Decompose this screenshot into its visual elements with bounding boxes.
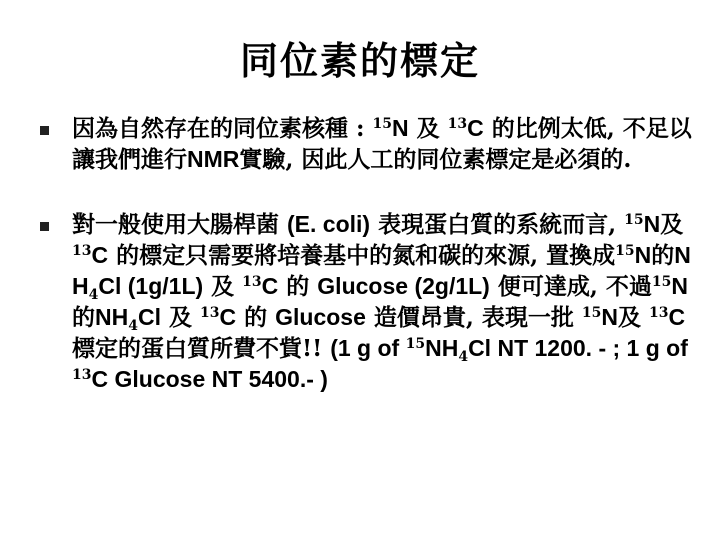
square-bullet-icon xyxy=(40,222,49,231)
text-run: 的 xyxy=(72,304,95,331)
text-run: 因為自然存在的同位素核種 : xyxy=(72,115,373,142)
text-run: 標定的蛋白質所費不貲!! xyxy=(72,335,331,362)
text-run: NMR xyxy=(187,146,240,172)
superscript-text: 13 xyxy=(242,274,262,290)
text-run: C xyxy=(668,304,686,330)
text-run: NH xyxy=(95,304,129,330)
text-run: Glucose xyxy=(275,304,366,330)
text-run: 的標定只需要將培養基中的氮和碳的來源, 置換成 xyxy=(108,242,616,269)
superscript-text: 15 xyxy=(615,243,635,259)
text-run: Glucose (2g/1L) xyxy=(317,273,490,299)
text-run: 的 xyxy=(651,242,675,269)
text-run: 實驗, 因此人工的同位素標定是必須的. xyxy=(239,146,632,173)
text-run: C xyxy=(219,304,237,330)
text-run: N xyxy=(634,242,652,268)
superscript-text: 15 xyxy=(405,336,426,352)
text-run: Cl NT 1200. - ; 1 g of xyxy=(468,335,688,361)
superscript-text: 13 xyxy=(447,116,468,132)
slide-title: 同位素的標定 xyxy=(239,38,480,83)
text-run: 對一般使用大腸桿菌 xyxy=(72,211,288,238)
text-run: NH xyxy=(425,335,459,361)
text-run: Cl (1g/1L) xyxy=(98,273,204,299)
text-run: C xyxy=(261,273,279,299)
bullet-text xyxy=(72,209,695,395)
bullet-item-1 xyxy=(40,113,695,175)
text-run: Cl xyxy=(137,304,161,330)
text-run: 的 xyxy=(278,273,318,300)
bullet-item-2 xyxy=(40,209,695,395)
text-run: (E. coli) xyxy=(287,211,371,237)
text-run: 造價昂貴, 表現一批 xyxy=(365,304,582,331)
text-run: C Glucose NT 5400.- ) xyxy=(91,366,328,392)
text-run: (1 g of xyxy=(330,335,406,361)
text-run: 的 xyxy=(236,304,276,331)
subscript-text: 4 xyxy=(128,318,138,334)
bullet-text xyxy=(72,113,695,175)
superscript-text: 15 xyxy=(651,274,672,290)
superscript-text: 15 xyxy=(372,116,392,132)
text-run: N xyxy=(392,115,409,141)
subscript-text: 4 xyxy=(458,349,469,365)
superscript-text: 15 xyxy=(624,212,644,228)
text-run: N xyxy=(643,211,661,237)
subscript-text: 4 xyxy=(88,287,99,303)
text-run: 及 xyxy=(660,211,684,238)
superscript-text: 13 xyxy=(200,305,220,321)
text-run: 及 xyxy=(408,115,448,142)
text-run: 表現蛋白質的系統而言, xyxy=(370,211,625,238)
superscript-text: 13 xyxy=(649,305,669,321)
text-run: N xyxy=(671,273,688,299)
text-run: C xyxy=(91,242,109,268)
text-run: C xyxy=(467,115,484,141)
text-run: 及 xyxy=(203,273,243,300)
text-run: NH xyxy=(72,242,691,299)
superscript-text: 13 xyxy=(72,243,92,259)
square-bullet-icon xyxy=(40,126,49,135)
text-run: N xyxy=(601,304,619,330)
text-run: 便可達成, 不過 xyxy=(489,273,652,300)
text-run: 的比例太低, 不足以讓我們進行 xyxy=(72,115,692,173)
text-run: 及 xyxy=(160,304,200,331)
text-run: 及 xyxy=(618,304,650,331)
bullet-list xyxy=(40,113,695,429)
superscript-text: 15 xyxy=(581,305,602,321)
superscript-text: 13 xyxy=(72,367,92,383)
